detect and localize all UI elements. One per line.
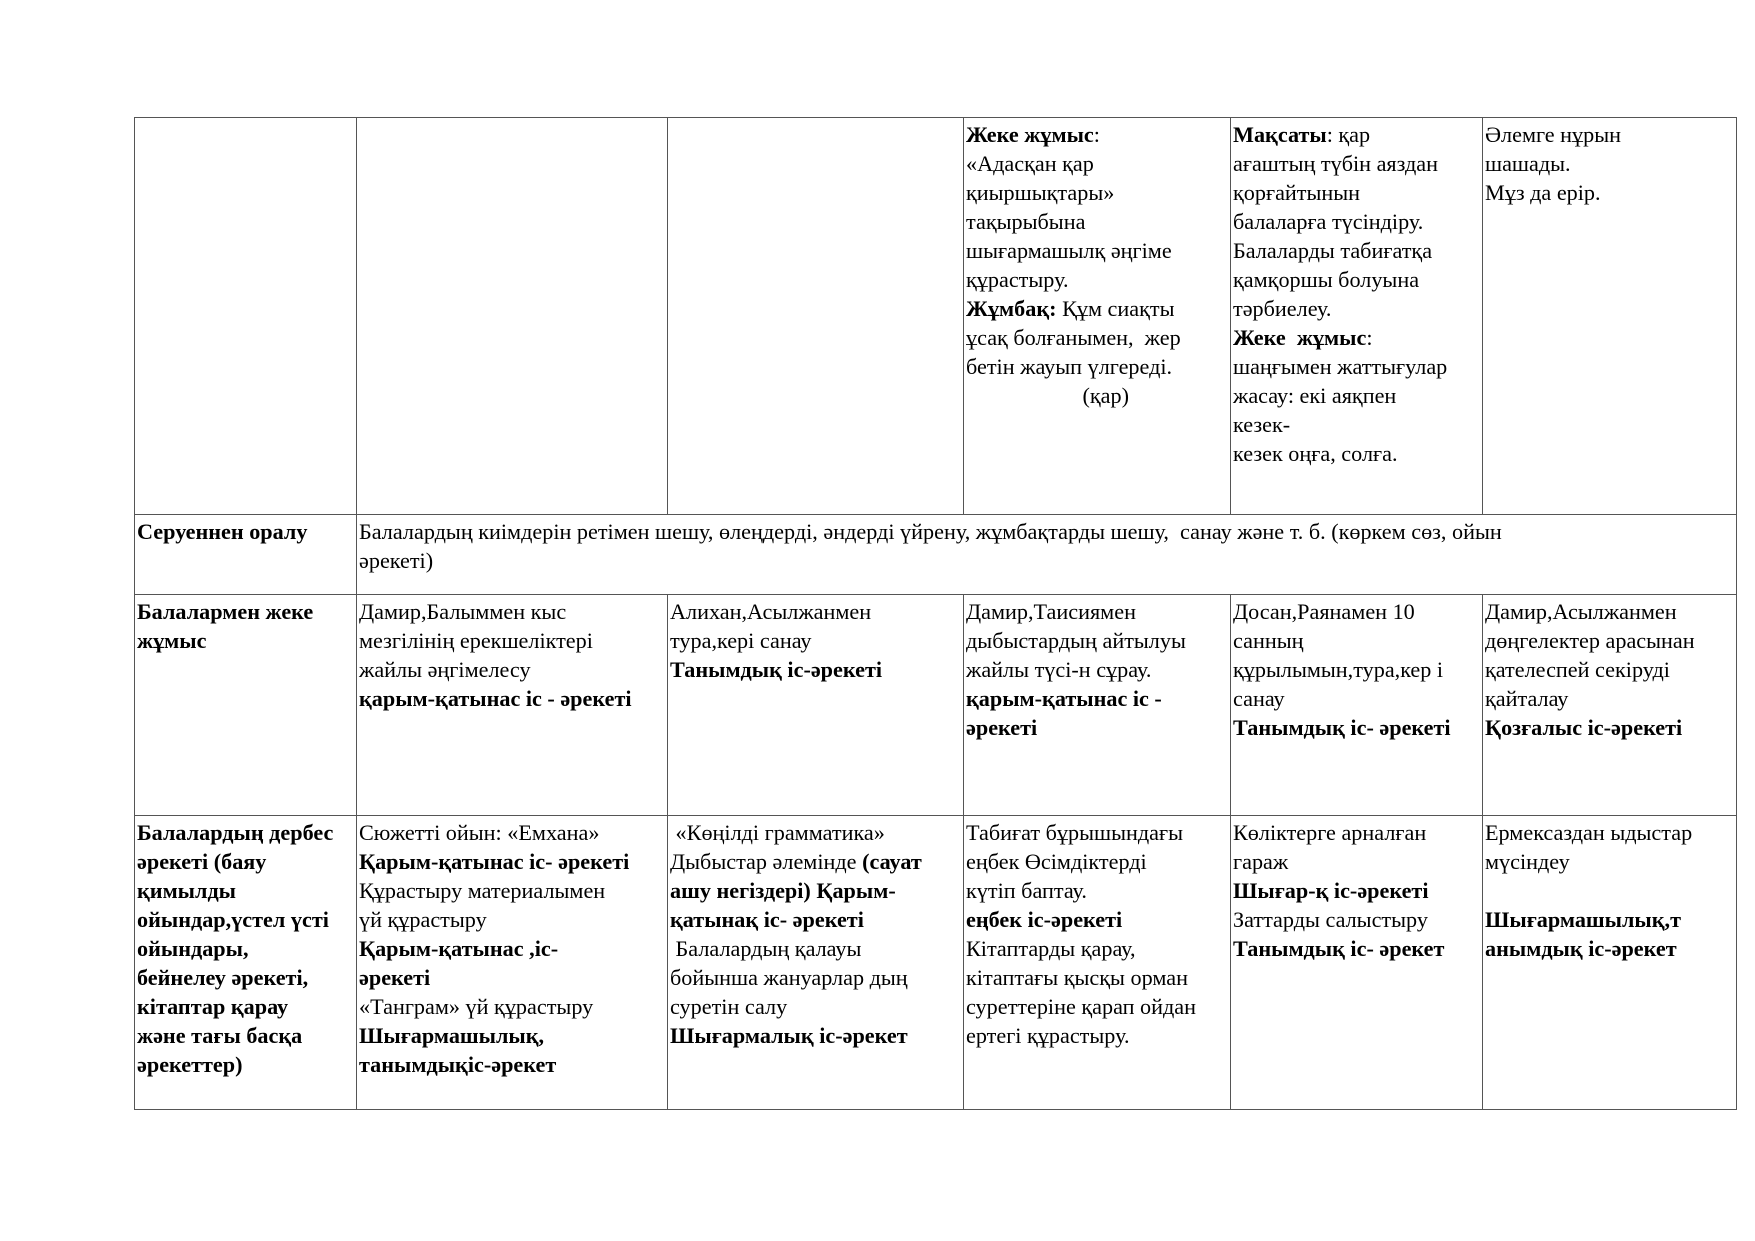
bold-text: Шығар-қ іс-әрекеті (1233, 878, 1429, 903)
bold-text: бейнелеу әрекеті, (137, 965, 309, 990)
text: Дамир,Балыммен кыс (359, 599, 567, 624)
text-line (966, 876, 1229, 905)
text-line (137, 517, 355, 546)
text-line (1485, 934, 1735, 963)
text-line (1485, 847, 1735, 876)
bold-text: әрекеттер) (137, 1052, 243, 1077)
text-line (1233, 236, 1481, 265)
text-line (1233, 323, 1481, 352)
text-line (359, 876, 666, 905)
cell-r2-c0 (135, 595, 357, 816)
text: шашады. (1485, 151, 1571, 176)
text: күтіп баптау. (966, 878, 1087, 903)
text-line (1485, 120, 1735, 149)
text-line (670, 626, 962, 655)
text-line (137, 1050, 355, 1079)
text-line (1485, 178, 1735, 207)
bold-text: Қарым-қатынас іс- әрекеті (359, 849, 630, 874)
bold-text: қимылды (137, 878, 236, 903)
bold-text: танымдықіс-әрекет (359, 1052, 557, 1077)
text-line (359, 1050, 666, 1079)
text: Ермексаздан ыдыстар (1485, 820, 1693, 845)
text: құрылымын,тура,кер і (1233, 657, 1444, 682)
text: қателеспей секіруді (1485, 657, 1670, 682)
text-line (359, 597, 666, 626)
bold-text: әрекеті (966, 715, 1038, 740)
bold-text: Жұмбақ: (966, 296, 1057, 321)
text-line (359, 934, 666, 963)
text: Балалардың қалауы (670, 936, 862, 961)
text: (қар) (966, 383, 1129, 408)
text-line (966, 294, 1229, 323)
cell-r2-c4 (1231, 595, 1483, 816)
text: кітаптағы қысқы орман (966, 965, 1188, 990)
text-line (359, 517, 1735, 546)
text-line (966, 178, 1229, 207)
bold-text: қарым-қатынас іс - әрекеті (359, 686, 632, 711)
text: Көліктерге арналған (1233, 820, 1427, 845)
text: «Адасқан қар (966, 151, 1094, 176)
text: Дамир,Асылжанмен (1485, 599, 1677, 624)
text-line (670, 1021, 962, 1050)
text: кезек оңға, солға. (1233, 441, 1398, 466)
bold-text: Балалармен жеке (137, 599, 314, 624)
bold-text: Шығармашылық, (359, 1023, 545, 1048)
text: Сюжетті ойын: «Емхана» (359, 820, 600, 845)
text: жайлы түсі-н сұрау. (966, 657, 1152, 682)
text: дыбыстардың айтылуы (966, 628, 1186, 653)
text-line (966, 992, 1229, 1021)
text-line (966, 934, 1229, 963)
text: үй құрастыру (359, 907, 487, 932)
cell-r2-c2 (668, 595, 964, 816)
text-line (1485, 876, 1735, 905)
text-line (1233, 120, 1481, 149)
text: : (1366, 325, 1373, 350)
cell-r0-c2 (668, 118, 964, 515)
text: бетін жауып үлгереді. (966, 354, 1173, 379)
text-line (966, 713, 1229, 742)
bold-text: және тағы басқа (137, 1023, 303, 1048)
text-line (137, 992, 355, 1021)
text: Заттарды салыстыру (1233, 907, 1428, 932)
text-line (1233, 655, 1481, 684)
text-line (1233, 149, 1481, 178)
text: Алихан,Асылжанмен (670, 599, 872, 624)
text-line (1233, 597, 1481, 626)
text: қорғайтынын (1233, 180, 1361, 205)
text-line (966, 120, 1229, 149)
daily-plan-table (134, 117, 1737, 1110)
text-line (359, 847, 666, 876)
text-line (1233, 439, 1481, 468)
text: ағаштың түбін аяздан (1233, 151, 1438, 176)
bold-text: Шығармалық іс-әрекет (670, 1023, 908, 1048)
text: гараж (1233, 849, 1289, 874)
text-line (670, 655, 962, 684)
cell-r2-c3 (964, 595, 1231, 816)
bold-text: жұмыс (137, 628, 207, 653)
text: қиыршықтары» (966, 180, 1115, 205)
text-line (670, 818, 962, 847)
text-line (1233, 178, 1481, 207)
text-line (137, 626, 355, 655)
text-line (1233, 818, 1481, 847)
text: тақырыбына (966, 209, 1086, 234)
text-line (670, 847, 962, 876)
text-line (966, 323, 1229, 352)
cell-r0-c3 (964, 118, 1231, 515)
cell-r2-c5 (1483, 595, 1737, 816)
text-line (966, 626, 1229, 655)
text-line (670, 597, 962, 626)
text: Құрастыру материалымен (359, 878, 606, 903)
text-line (966, 352, 1229, 381)
text: санның (1233, 628, 1304, 653)
text-line (1485, 149, 1735, 178)
bold-text: Қарым-қатынас ,іс- (359, 936, 559, 961)
bold-text: ашу негіздері) Қарым- (670, 878, 896, 903)
text-line (966, 381, 1229, 410)
bold-text: Танымдық іс- әрекеті (1233, 715, 1451, 740)
text-line (137, 818, 355, 847)
text-line (1233, 876, 1481, 905)
text-line (359, 905, 666, 934)
cell-r0-c5 (1483, 118, 1737, 515)
text: Құм сиақты (1056, 296, 1175, 321)
cell-r0-c4 (1231, 118, 1483, 515)
text-line (1485, 626, 1735, 655)
text-line (966, 236, 1229, 265)
bold-text: ойындары, (137, 936, 249, 961)
text-line (1233, 847, 1481, 876)
text: : қар (1326, 122, 1371, 147)
text: мүсіндеу (1485, 849, 1570, 874)
bold-text: Танымдық іс- әрекет (1233, 936, 1445, 961)
text-line (359, 626, 666, 655)
cell-r3-c4 (1231, 816, 1483, 1110)
text: суретін салу (670, 994, 788, 1019)
text-line (359, 1021, 666, 1050)
text: «Көңілді грамматика» (670, 820, 885, 845)
text: жайлы әңгімелесу (359, 657, 531, 682)
text-line (1233, 626, 1481, 655)
text-line (1233, 934, 1481, 963)
text-line (137, 876, 355, 905)
text-line (1233, 207, 1481, 236)
text-line (137, 1021, 355, 1050)
bold-text: әрекеті (баяу (137, 849, 267, 874)
bold-text: ойындар,үстел үсті (137, 907, 329, 932)
text: шаңғымен жаттығулар (1233, 354, 1448, 379)
text-line (1233, 684, 1481, 713)
text-line (137, 905, 355, 934)
text: дөңгелектер арасынан (1485, 628, 1695, 653)
text-line (359, 963, 666, 992)
text-line (966, 597, 1229, 626)
text: «Танграм» үй құрастыру (359, 994, 594, 1019)
text: Әлемге нұрын (1485, 122, 1622, 147)
text-line (966, 655, 1229, 684)
bold-text: Серуеннен оралу (137, 519, 308, 544)
text-line (1485, 655, 1735, 684)
bold-text: әрекеті (359, 965, 431, 990)
cell-r0-c0 (135, 118, 357, 515)
text: шығармашылқ әңгіме (966, 238, 1172, 263)
text-line (1233, 713, 1481, 742)
text: ертегі құрастыру. (966, 1023, 1130, 1048)
text: Дыбыстар әлемінде (670, 849, 863, 874)
cell-r1-c1 (357, 515, 1737, 595)
bold-text: (сауат (862, 849, 922, 874)
text: жасау: екі аяқпен (1233, 383, 1397, 408)
text-line (359, 684, 666, 713)
text: ұсақ болғанымен, жер (966, 325, 1181, 350)
text-line (670, 934, 962, 963)
text: мезгілінің ерекшеліктері (359, 628, 593, 653)
text-line (966, 905, 1229, 934)
text-line (670, 876, 962, 905)
text-line (670, 905, 962, 934)
text-line (359, 818, 666, 847)
bold-text: кітаптар қарау (137, 994, 289, 1019)
text: Мұз да ерір. (1485, 180, 1601, 205)
text (1485, 878, 1491, 903)
table-row-individual-work (135, 595, 1737, 816)
bold-text: Жеке жұмыс (1233, 325, 1367, 350)
cell-r3-c3 (964, 816, 1231, 1110)
text: бойынша жануарлар дың (670, 965, 908, 990)
text-line (1485, 905, 1735, 934)
text-line (966, 265, 1229, 294)
cell-r3-c2 (668, 816, 964, 1110)
text: Табиғат бұрышындағы (966, 820, 1184, 845)
text-line (966, 963, 1229, 992)
text: Балаларды табиғатқа (1233, 238, 1433, 263)
bold-text: қатынақ іс- әрекеті (670, 907, 864, 932)
bold-text: Қозғалыс іс-әрекеті (1485, 715, 1683, 740)
text-line (137, 934, 355, 963)
table-row-independent-activity (135, 816, 1737, 1110)
cell-r2-c1 (357, 595, 668, 816)
text: Балалардың киімдерін ретімен шешу, өлеңдерді, әндерді үйрену, жұмбақтарды шешу, санау және т. б. (көркем сөз, ойын (359, 519, 1502, 544)
cell-r0-c1 (357, 118, 668, 515)
text-line (1233, 352, 1481, 381)
text-line (1233, 294, 1481, 323)
text: балаларға түсіндіру. (1233, 209, 1424, 234)
bold-text: еңбек іс-әрекеті (966, 907, 1123, 932)
text: санау (1233, 686, 1285, 711)
cell-r3-c1 (357, 816, 668, 1110)
text-line (1233, 265, 1481, 294)
text-line (966, 818, 1229, 847)
text: тура,кері санау (670, 628, 812, 653)
text: қамқоршы болуына (1233, 267, 1420, 292)
text-line (137, 847, 355, 876)
table-row-return-from-walk (135, 515, 1737, 595)
text-line (1485, 818, 1735, 847)
bold-text: Мақсаты (1233, 122, 1327, 147)
text: Кітаптарды қарау, (966, 936, 1136, 961)
cell-r3-c0 (135, 816, 357, 1110)
text-line (137, 597, 355, 626)
text-line (966, 1021, 1229, 1050)
cell-r3-c5 (1483, 816, 1737, 1110)
text: тәрбиелеу. (1233, 296, 1332, 321)
text-line (137, 963, 355, 992)
text: қайталау (1485, 686, 1569, 711)
text-line (1485, 713, 1735, 742)
text-line (1233, 905, 1481, 934)
bold-text: қарым-қатынас іс - (966, 686, 1162, 711)
text-line (966, 847, 1229, 876)
bold-text: Балалардың дербес (137, 820, 334, 845)
text-line (1233, 410, 1481, 439)
text: құрастыру. (966, 267, 1069, 292)
text-line (1485, 597, 1735, 626)
table-row-walk-continuation (135, 118, 1737, 515)
bold-text: Танымдық іс-әрекеті (670, 657, 883, 682)
cell-r1-c0 (135, 515, 357, 595)
text-line (670, 992, 962, 1021)
text: Досан,Раянамен 10 (1233, 599, 1415, 624)
text-line (359, 655, 666, 684)
text-line (670, 963, 962, 992)
text: Дамир,Таисиямен (966, 599, 1136, 624)
text-line (966, 684, 1229, 713)
bold-text: Жеке жұмыс (966, 122, 1094, 147)
text-line (1485, 684, 1735, 713)
text: әрекеті) (359, 548, 434, 573)
text-line (1233, 381, 1481, 410)
bold-text: Шығармашылық,т (1485, 907, 1681, 932)
text: еңбек Өсімдіктерді (966, 849, 1147, 874)
text-line (359, 992, 666, 1021)
text-line (966, 207, 1229, 236)
text: : (1093, 122, 1100, 147)
text: суреттеріне қарап ойдан (966, 994, 1197, 1019)
text-line (359, 546, 1735, 575)
text-line (966, 149, 1229, 178)
text: кезек- (1233, 412, 1291, 437)
bold-text: анымдық іс-әрекет (1485, 936, 1677, 961)
